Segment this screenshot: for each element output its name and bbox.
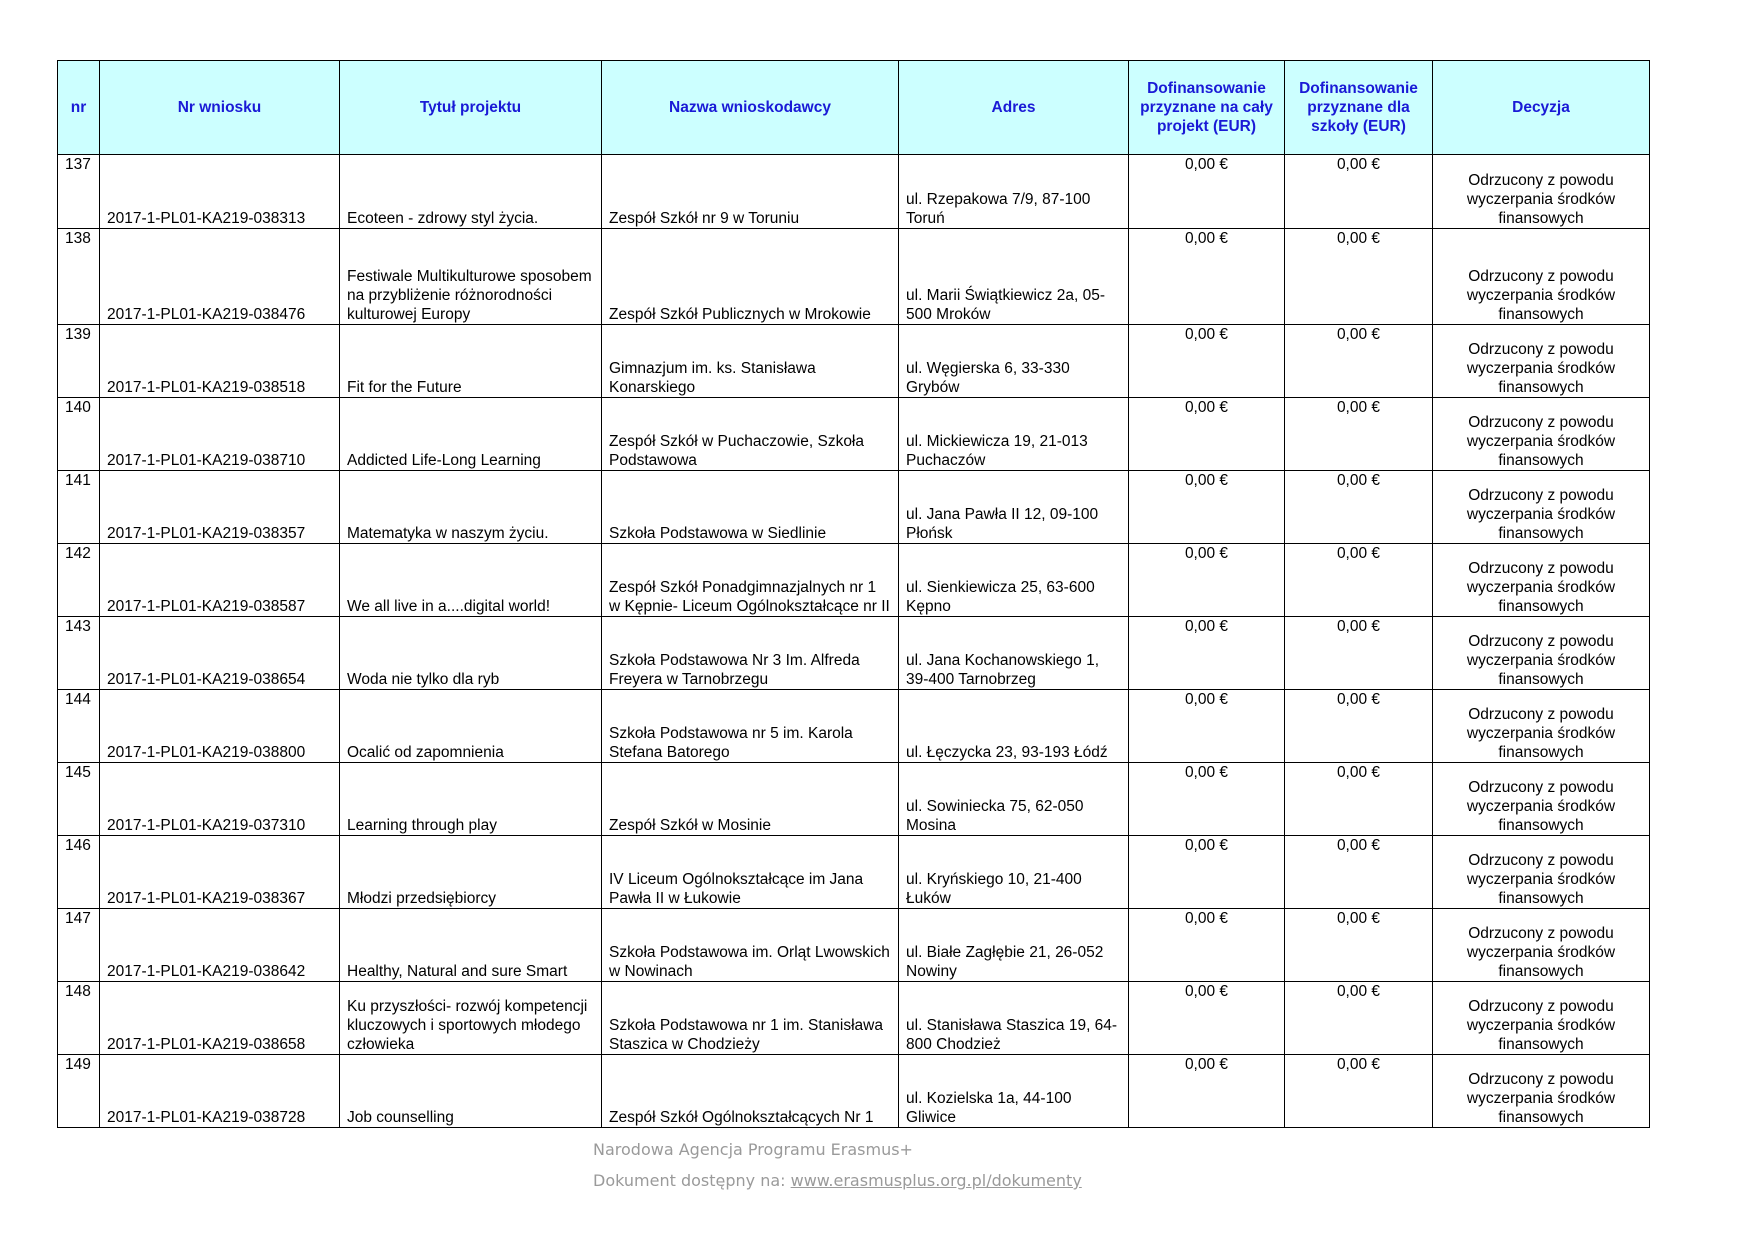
cell-dof-projekt: 0,00 € bbox=[1129, 155, 1285, 229]
cell-tytul: Fit for the Future bbox=[340, 325, 602, 398]
cell-decyzja: Odrzucony z powodu wyczerpania środków finansowych bbox=[1433, 1055, 1650, 1128]
cell-nazwa: Szkoła Podstawowa w Siedlinie bbox=[602, 471, 899, 544]
cell-decyzja: Odrzucony z powodu wyczerpania środków finansowych bbox=[1433, 690, 1650, 763]
cell-dof-projekt: 0,00 € bbox=[1129, 1055, 1285, 1128]
cell-nazwa: Gimnazjum im. ks. Stanisława Konarskiego bbox=[602, 325, 899, 398]
table-row bbox=[58, 763, 1650, 836]
table-row bbox=[58, 836, 1650, 909]
header-row bbox=[58, 61, 1650, 155]
header-nr: nr bbox=[58, 61, 100, 155]
results-table bbox=[57, 60, 1650, 1128]
cell-nr-wniosku: 2017-1-PL01-KA219-038642 bbox=[100, 909, 340, 982]
table-row bbox=[58, 325, 1650, 398]
table-row bbox=[58, 690, 1650, 763]
cell-nr-wniosku: 2017-1-PL01-KA219-037310 bbox=[100, 763, 340, 836]
cell-dof-szkoly: 0,00 € bbox=[1285, 617, 1433, 690]
cell-decyzja: Odrzucony z powodu wyczerpania środków finansowych bbox=[1433, 763, 1650, 836]
cell-tytul: Healthy, Natural and sure Smart bbox=[340, 909, 602, 982]
cell-nazwa: Szkoła Podstawowa nr 5 im. Karola Stefana Batorego bbox=[602, 690, 899, 763]
table-row bbox=[58, 617, 1650, 690]
cell-dof-szkoly: 0,00 € bbox=[1285, 155, 1433, 229]
cell-decyzja: Odrzucony z powodu wyczerpania środków finansowych bbox=[1433, 471, 1650, 544]
cell-decyzja: Odrzucony z powodu wyczerpania środków finansowych bbox=[1433, 155, 1650, 229]
table-row bbox=[58, 398, 1650, 471]
header-dof-szkoly: Dofinansowanie przyznane dla szkoły (EUR) bbox=[1285, 61, 1433, 155]
cell-dof-szkoly: 0,00 € bbox=[1285, 836, 1433, 909]
cell-nr-wniosku: 2017-1-PL01-KA219-038654 bbox=[100, 617, 340, 690]
cell-tytul: Addicted Life-Long Learning bbox=[340, 398, 602, 471]
cell-nr-wniosku: 2017-1-PL01-KA219-038518 bbox=[100, 325, 340, 398]
cell-dof-szkoly: 0,00 € bbox=[1285, 1055, 1433, 1128]
cell-nr: 145 bbox=[58, 763, 100, 836]
cell-dof-projekt: 0,00 € bbox=[1129, 229, 1285, 325]
cell-dof-projekt: 0,00 € bbox=[1129, 325, 1285, 398]
cell-adres: ul. Sowiniecka 75, 62-050 Mosina bbox=[899, 763, 1129, 836]
cell-nr: 142 bbox=[58, 544, 100, 617]
cell-adres: ul. Mickiewicza 19, 21-013 Puchaczów bbox=[899, 398, 1129, 471]
cell-nr: 144 bbox=[58, 690, 100, 763]
cell-nr: 148 bbox=[58, 982, 100, 1055]
cell-adres: ul. Marii Świątkiewicz 2a, 05-500 Mroków bbox=[899, 229, 1129, 325]
cell-adres: ul. Białe Zagłębie 21, 26-052 Nowiny bbox=[899, 909, 1129, 982]
cell-nr-wniosku: 2017-1-PL01-KA219-038313 bbox=[100, 155, 340, 229]
cell-dof-szkoly: 0,00 € bbox=[1285, 690, 1433, 763]
cell-nr-wniosku: 2017-1-PL01-KA219-038587 bbox=[100, 544, 340, 617]
cell-decyzja: Odrzucony z powodu wyczerpania środków finansowych bbox=[1433, 909, 1650, 982]
table-row bbox=[58, 982, 1650, 1055]
cell-nr-wniosku: 2017-1-PL01-KA219-038367 bbox=[100, 836, 340, 909]
cell-nazwa: Zespół Szkół Ogólnokształcących Nr 1 bbox=[602, 1055, 899, 1128]
cell-dof-szkoly: 0,00 € bbox=[1285, 398, 1433, 471]
cell-dof-szkoly: 0,00 € bbox=[1285, 471, 1433, 544]
cell-nazwa: Zespół Szkół Ponadgimnazjalnych nr 1 w Kępnie- Liceum Ogólnokształcące nr II bbox=[602, 544, 899, 617]
cell-dof-projekt: 0,00 € bbox=[1129, 836, 1285, 909]
cell-dof-szkoly: 0,00 € bbox=[1285, 229, 1433, 325]
header-adres: Adres bbox=[899, 61, 1129, 155]
cell-nr-wniosku: 2017-1-PL01-KA219-038476 bbox=[100, 229, 340, 325]
cell-tytul: Woda nie tylko dla ryb bbox=[340, 617, 602, 690]
cell-tytul: Learning through play bbox=[340, 763, 602, 836]
cell-adres: ul. Sienkiewicza 25, 63-600 Kępno bbox=[899, 544, 1129, 617]
cell-dof-szkoly: 0,00 € bbox=[1285, 763, 1433, 836]
cell-tytul: Ku przyszłości- rozwój kompetencji kluczowych i sportowych młodego człowieka bbox=[340, 982, 602, 1055]
cell-nr-wniosku: 2017-1-PL01-KA219-038357 bbox=[100, 471, 340, 544]
cell-nr: 143 bbox=[58, 617, 100, 690]
cell-adres: ul. Węgierska 6, 33-330 Grybów bbox=[899, 325, 1129, 398]
cell-dof-projekt: 0,00 € bbox=[1129, 909, 1285, 982]
header-decyzja: Decyzja bbox=[1433, 61, 1650, 155]
table-row bbox=[58, 229, 1650, 325]
table-row bbox=[58, 471, 1650, 544]
cell-adres: ul. Stanisława Staszica 19, 64-800 Chodzież bbox=[899, 982, 1129, 1055]
table-row bbox=[58, 909, 1650, 982]
cell-adres: ul. Jana Pawła II 12, 09-100 Płońsk bbox=[899, 471, 1129, 544]
cell-adres: ul. Rzepakowa 7/9, 87-100 Toruń bbox=[899, 155, 1129, 229]
cell-decyzja: Odrzucony z powodu wyczerpania środków finansowych bbox=[1433, 836, 1650, 909]
cell-tytul: We all live in a....digital world! bbox=[340, 544, 602, 617]
cell-nr: 149 bbox=[58, 1055, 100, 1128]
footer-documents-link[interactable]: www.erasmusplus.org.pl/dokumenty bbox=[790, 1171, 1082, 1190]
cell-nazwa: Zespół Szkół Publicznych w Mrokowie bbox=[602, 229, 899, 325]
cell-decyzja: Odrzucony z powodu wyczerpania środków finansowych bbox=[1433, 982, 1650, 1055]
cell-tytul: Festiwale Multikulturowe sposobem na przybliżenie różnorodności kulturowej Europy bbox=[340, 229, 602, 325]
cell-dof-projekt: 0,00 € bbox=[1129, 617, 1285, 690]
cell-nr: 147 bbox=[58, 909, 100, 982]
cell-decyzja: Odrzucony z powodu wyczerpania środków finansowych bbox=[1433, 544, 1650, 617]
cell-dof-projekt: 0,00 € bbox=[1129, 982, 1285, 1055]
cell-dof-szkoly: 0,00 € bbox=[1285, 325, 1433, 398]
footer-availability bbox=[593, 1171, 1082, 1190]
cell-adres: ul. Jana Kochanowskiego 1, 39-400 Tarnobrzeg bbox=[899, 617, 1129, 690]
cell-tytul: Matematyka w naszym życiu. bbox=[340, 471, 602, 544]
cell-decyzja: Odrzucony z powodu wyczerpania środków finansowych bbox=[1433, 617, 1650, 690]
cell-nr: 137 bbox=[58, 155, 100, 229]
cell-adres: ul. Łęczycka 23, 93-193 Łódź bbox=[899, 690, 1129, 763]
cell-adres: ul. Kryńskiego 10, 21-400 Łuków bbox=[899, 836, 1129, 909]
cell-dof-projekt: 0,00 € bbox=[1129, 471, 1285, 544]
cell-nr-wniosku: 2017-1-PL01-KA219-038800 bbox=[100, 690, 340, 763]
footer-agency: Narodowa Agencja Programu Erasmus+ bbox=[593, 1140, 913, 1159]
cell-nazwa: Szkoła Podstawowa Nr 3 Im. Alfreda Freyera w Tarnobrzegu bbox=[602, 617, 899, 690]
cell-nazwa: Szkoła Podstawowa im. Orląt Lwowskich w Nowinach bbox=[602, 909, 899, 982]
footer-available-label: Dokument dostępny na: bbox=[593, 1171, 791, 1190]
cell-nr: 140 bbox=[58, 398, 100, 471]
cell-decyzja: Odrzucony z powodu wyczerpania środków finansowych bbox=[1433, 229, 1650, 325]
cell-nr: 138 bbox=[58, 229, 100, 325]
cell-nr-wniosku: 2017-1-PL01-KA219-038658 bbox=[100, 982, 340, 1055]
header-nr-wniosku: Nr wniosku bbox=[100, 61, 340, 155]
cell-tytul: Job counselling bbox=[340, 1055, 602, 1128]
cell-nazwa: Zespół Szkół w Mosinie bbox=[602, 763, 899, 836]
cell-dof-projekt: 0,00 € bbox=[1129, 690, 1285, 763]
cell-tytul: Ocalić od zapomnienia bbox=[340, 690, 602, 763]
cell-nazwa: Zespół Szkół nr 9 w Toruniu bbox=[602, 155, 899, 229]
cell-dof-szkoly: 0,00 € bbox=[1285, 909, 1433, 982]
table-row bbox=[58, 544, 1650, 617]
cell-nazwa: Szkoła Podstawowa nr 1 im. Stanisława Staszica w Chodzieży bbox=[602, 982, 899, 1055]
cell-adres: ul. Kozielska 1a, 44-100 Gliwice bbox=[899, 1055, 1129, 1128]
cell-nazwa: Zespół Szkół w Puchaczowie, Szkoła Podstawowa bbox=[602, 398, 899, 471]
header-dof-projekt: Dofinansowanie przyznane na cały projekt (EUR) bbox=[1129, 61, 1285, 155]
cell-nazwa: IV Liceum Ogólnokształcące im Jana Pawła II w Łukowie bbox=[602, 836, 899, 909]
cell-dof-szkoly: 0,00 € bbox=[1285, 982, 1433, 1055]
cell-decyzja: Odrzucony z powodu wyczerpania środków finansowych bbox=[1433, 398, 1650, 471]
cell-nr: 139 bbox=[58, 325, 100, 398]
header-tytul: Tytuł projektu bbox=[340, 61, 602, 155]
cell-nr-wniosku: 2017-1-PL01-KA219-038728 bbox=[100, 1055, 340, 1128]
cell-nr: 141 bbox=[58, 471, 100, 544]
table-row bbox=[58, 155, 1650, 229]
cell-tytul: Młodzi przedsiębiorcy bbox=[340, 836, 602, 909]
table-row bbox=[58, 1055, 1650, 1128]
cell-tytul: Ecoteen - zdrowy styl życia. bbox=[340, 155, 602, 229]
cell-nr: 146 bbox=[58, 836, 100, 909]
cell-dof-projekt: 0,00 € bbox=[1129, 763, 1285, 836]
header-nazwa: Nazwa wnioskodawcy bbox=[602, 61, 899, 155]
cell-decyzja: Odrzucony z powodu wyczerpania środków finansowych bbox=[1433, 325, 1650, 398]
cell-nr-wniosku: 2017-1-PL01-KA219-038710 bbox=[100, 398, 340, 471]
cell-dof-szkoly: 0,00 € bbox=[1285, 544, 1433, 617]
cell-dof-projekt: 0,00 € bbox=[1129, 398, 1285, 471]
cell-dof-projekt: 0,00 € bbox=[1129, 544, 1285, 617]
